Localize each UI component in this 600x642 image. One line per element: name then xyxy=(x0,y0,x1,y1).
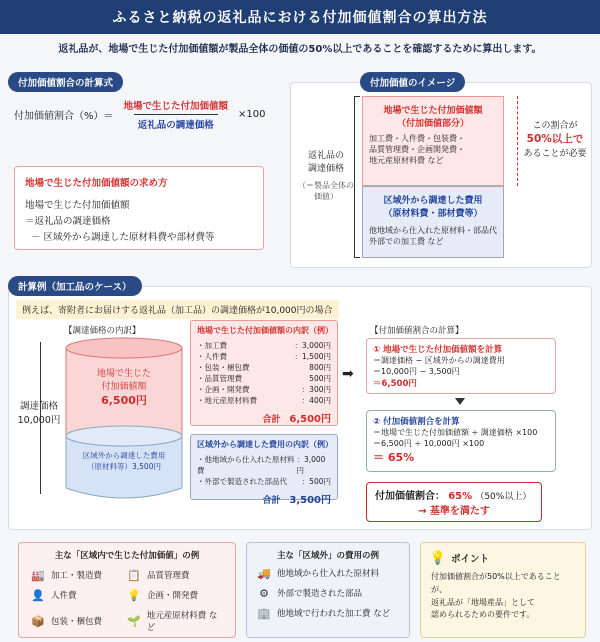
bottom-local-grid xyxy=(19,561,235,633)
outside-total-label: 合計 xyxy=(262,496,281,506)
formula-multiplier: ×100 xyxy=(238,109,266,120)
bottom-local-item xyxy=(31,609,127,633)
image-outside-items1: 他地域から仕入れた原材料・部品代 xyxy=(369,226,497,235)
price-label1: 調達価格 xyxy=(19,401,58,412)
cyl-local-line2: 付加価値額 xyxy=(101,382,147,392)
calc-step2-line3: ＝ 65% xyxy=(373,451,415,464)
local-item-name: ・品質管理費 xyxy=(197,374,242,383)
gear-icon: ⚙ xyxy=(259,586,269,600)
page-title: ふるさと納税の返礼品における付加価値割合の算出方法 xyxy=(0,0,600,34)
out-row xyxy=(197,476,331,487)
image-local-items2: 品質管理費・企画開発費・ xyxy=(369,145,465,154)
bottom-local-item xyxy=(31,569,127,581)
local-item-name: ・人件費 xyxy=(197,352,227,361)
howto-heading: 地場で生じた付加価値額の求め方 xyxy=(25,178,168,189)
local-item-name: ・企画・開発費 xyxy=(197,385,250,394)
outside-total-value: 3,500円 xyxy=(289,495,331,506)
howto-line3: － 区域外から調達した原材料費や部材費等 xyxy=(31,232,215,243)
price-arrow-line xyxy=(40,342,41,494)
image-left-label2: 調達価格 xyxy=(307,164,344,174)
point-body xyxy=(421,565,585,622)
local-breakdown-title: 地場で生じた付加価値額の内訳（例） xyxy=(197,326,333,335)
result-value: 65% xyxy=(448,491,473,502)
image-local-title1: 地場で生じた付加価値額 xyxy=(383,106,483,116)
lightbulb-icon: 💡 xyxy=(429,550,447,566)
price-cylinder xyxy=(62,336,186,506)
calc-step1-line2: ＝10,000円 − 3,500円 xyxy=(373,367,460,376)
image-outside-title2: （原材料費・部材費等） xyxy=(383,209,483,219)
local-item-name: ・包装・梱包費 xyxy=(197,363,250,372)
image-outside-items2: 外部での加工費 など xyxy=(369,237,444,246)
clipboard-icon: 📋 xyxy=(127,568,141,582)
arrow-down-icon xyxy=(455,398,465,405)
result-note: （50%以上） xyxy=(475,492,532,502)
bottom-outside-item-label: 外部で製造された部品 xyxy=(277,589,363,599)
cyl-outside-line2: （原材料等）3,500円 xyxy=(87,462,161,471)
bottom-local-item xyxy=(127,569,223,581)
bottom-outside-item-label: 他地域から仕入れた原材料 xyxy=(277,569,380,579)
calc-step2-title: ② 付加価値割合を計算 xyxy=(373,417,460,427)
image-outside-title1: 区域外から調達した費用 xyxy=(383,196,483,206)
calc-step1 xyxy=(366,338,556,394)
local-item-name: ・地元産原材料費 xyxy=(197,396,257,405)
bottom-local-item-label: 包装・梱包費 xyxy=(51,617,103,627)
out-item-name: ・外部で製造された部品代 xyxy=(197,477,287,486)
local-item-value: 800円 xyxy=(309,363,331,372)
building-icon: 🏢 xyxy=(257,606,271,620)
howto-line1: 地場で生じた付加価値額 xyxy=(25,200,130,211)
local-row xyxy=(197,351,331,362)
bottom-local-box xyxy=(18,542,236,638)
image-local-title2: （付加価値部分） xyxy=(396,119,469,129)
howto-box xyxy=(14,166,264,250)
bottom-outside-list xyxy=(247,561,409,619)
calc-step2-line2: ＝6,500円 ÷ 10,000円 ×100 xyxy=(373,439,485,448)
calc-label: 【付加価値割合の計算】 xyxy=(370,326,464,336)
image-local-items3: 地元産原材料費 など xyxy=(369,156,444,165)
point-header xyxy=(421,543,585,565)
bottom-local-item-label: 地元産原材料費 など xyxy=(146,611,218,633)
out-item-name: ・他地域から仕入れた原材料費 xyxy=(197,455,295,475)
person-icon: 👤 xyxy=(31,588,45,602)
example-section-tag: 計算例（加工品のケース） xyxy=(8,276,142,296)
local-item-value: ：400円 xyxy=(301,396,331,405)
local-row xyxy=(197,362,331,373)
point-title: ポイント xyxy=(451,554,490,565)
image-left-bracket xyxy=(354,96,360,258)
formula-denominator: 返礼品の調達価格 xyxy=(134,114,218,131)
cyl-outside-line1: 区域外から調達した費用 xyxy=(82,451,166,460)
image-ratio-note xyxy=(520,118,590,159)
truck-icon: 🚚 xyxy=(257,566,271,580)
calc-step1-line1: ＝調達価格 − 区域外からの調達費用 xyxy=(373,356,505,365)
image-ratio-text1: この割合が xyxy=(532,121,578,131)
howto-line2: ＝返礼品の調達価格 xyxy=(25,216,111,227)
local-row xyxy=(197,384,331,395)
image-local-items1: 加工費・人件費・包装費・ xyxy=(369,134,465,143)
local-row xyxy=(197,373,331,384)
result-box xyxy=(366,482,542,522)
formula-fraction xyxy=(120,98,233,131)
cyl-local-line1: 地場で生じた xyxy=(96,369,151,379)
out-row xyxy=(197,454,331,476)
outside-breakdown-box xyxy=(190,434,338,506)
result-line1 xyxy=(375,487,533,502)
local-breakdown-list xyxy=(197,340,331,406)
local-item-value: ：300円 xyxy=(301,385,331,394)
cyl-local-value: 6,500円 xyxy=(101,394,147,407)
image-left-label1: 返礼品の xyxy=(307,151,344,161)
bottom-outside-item-label: 他地域で行われた加工費 など xyxy=(277,609,391,619)
example-intro: 例えば、寄附者にお届けする返礼品（加工品）の調達価格が10,000円の場合 xyxy=(16,300,339,319)
image-ratio-bracket xyxy=(512,96,518,186)
formula-lhs: 付加価値割合（%）＝ xyxy=(14,111,114,122)
bottom-outside-title: 主な「区域外」の費用の例 xyxy=(276,551,379,561)
formula-section-tag: 付加価値割合の計算式 xyxy=(8,72,123,92)
sprout-icon: 🌱 xyxy=(127,614,141,628)
bottom-local-item xyxy=(127,609,223,633)
bottom-local-item-label: 加工・製造費 xyxy=(51,571,103,581)
formula xyxy=(14,98,266,131)
calc-step2 xyxy=(366,410,556,472)
page-subtitle: 返礼品が、地場で生じた付加価値額が製品全体の価値の50%以上であることを確認するために算出します。 xyxy=(58,44,542,55)
bottom-outside-item xyxy=(257,567,399,579)
bottom-outside-item xyxy=(257,607,399,619)
price-label2: 10,000円 xyxy=(17,415,61,426)
outside-breakdown-total xyxy=(197,491,331,506)
out-item-value: ：3,000円 xyxy=(296,455,326,475)
bottom-local-item xyxy=(127,589,223,601)
image-left-label xyxy=(298,148,354,202)
factory-icon: 🏭 xyxy=(31,568,45,582)
image-left-note: （＝製品全体の価値） xyxy=(298,181,354,201)
image-section-tag: 付加価値のイメージ xyxy=(360,72,465,92)
bottom-local-item-label: 品質管理費 xyxy=(147,571,190,581)
outside-breakdown-list xyxy=(197,454,331,487)
image-local-block xyxy=(362,96,504,186)
image-ratio-text2: あることが必要 xyxy=(523,149,587,159)
bottom-local-item xyxy=(31,589,127,601)
local-total-value: 6,500円 xyxy=(289,414,331,425)
image-outside-block xyxy=(362,186,504,258)
local-item-name: ・加工費 xyxy=(197,341,227,350)
bottom-outside-box xyxy=(246,542,410,638)
arrow-right-icon: ➡ xyxy=(342,366,354,382)
lightbulb-icon: 💡 xyxy=(127,588,141,602)
local-breakdown-total xyxy=(197,410,331,425)
formula-numerator: 地場で生じた付加価値額 xyxy=(123,101,229,112)
bottom-outside-item xyxy=(257,587,399,599)
cyl-outside-text xyxy=(62,450,186,472)
bottom-local-item-label: 企画・開発費 xyxy=(147,591,199,601)
bottom-point-box xyxy=(420,542,586,638)
outside-breakdown-title: 区域外から調達した費用の内訳（例） xyxy=(197,440,333,449)
local-row xyxy=(197,395,331,406)
image-ratio-pct: 50%以上で xyxy=(526,133,584,145)
point-line2: 返礼品が「地場産品」として xyxy=(431,597,535,607)
local-total-label: 合計 xyxy=(262,415,281,425)
result-label: 付加価値割合： xyxy=(375,491,445,502)
local-item-value: ：1,500円 xyxy=(294,352,331,361)
out-item-value: ：500円 xyxy=(301,477,331,486)
cyl-local-text xyxy=(62,366,186,408)
local-breakdown-box xyxy=(190,320,338,426)
bottom-local-item-label: 人件費 xyxy=(51,591,77,601)
bottom-local-title: 主な「区域内で生じた付加価値」の例 xyxy=(54,551,200,561)
result-conclusion: → 基準を満たす xyxy=(418,506,490,517)
calc-step1-line3: ＝6,500円 xyxy=(373,379,417,389)
point-line3: 認められるための要件です。 xyxy=(431,610,535,620)
calc-step2-line1: ＝地場で生じた付加価値額 ÷ 調達価格 ×100 xyxy=(373,428,538,437)
point-line1: 付加価値割合が50%以上であることが、 xyxy=(431,572,561,594)
local-item-value: ：3,000円 xyxy=(294,341,331,350)
breakdown-label: 【調達価格の内訳】 xyxy=(64,326,141,336)
calc-step1-title: ① 地場で生じた付加価値額を計算 xyxy=(373,345,503,355)
price-label xyxy=(14,398,64,426)
local-row xyxy=(197,340,331,351)
local-item-value: 500円 xyxy=(309,374,331,383)
package-icon: 📦 xyxy=(31,614,45,628)
